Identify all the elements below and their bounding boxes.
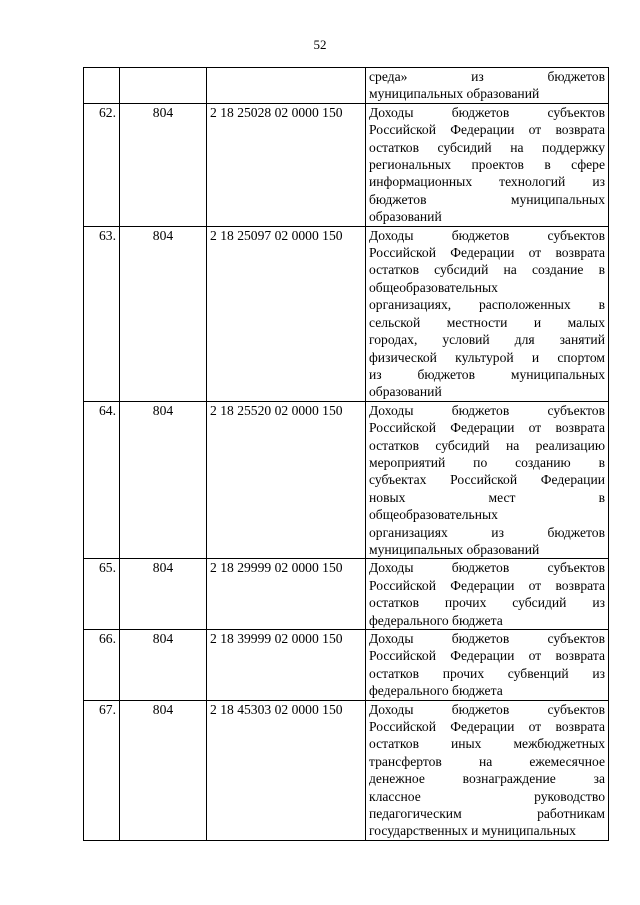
revenue-name-line: образований xyxy=(369,209,442,225)
revenue-name-line: Российской Федерации от возврата xyxy=(369,122,605,138)
revenue-name-line: Российской Федерации от возврата xyxy=(369,719,605,735)
revenue-name-line: региональных проектов в сфере xyxy=(369,157,605,173)
revenue-name-cell xyxy=(366,559,609,630)
kbk-code-cell: 2 18 25028 02 0000 150 xyxy=(207,103,366,226)
revenue-name-line: государственных и муниципальных xyxy=(369,823,576,839)
revenue-name-cell xyxy=(366,68,609,104)
revenue-name-line: Доходы бюджетов субъектов xyxy=(369,104,605,120)
row-number-cell: 62. xyxy=(84,103,120,226)
kbk-code-cell xyxy=(207,68,366,104)
row-number-cell: 66. xyxy=(84,630,120,701)
admin-code-cell xyxy=(120,68,207,104)
revenue-name-line: денежное вознаграждение за xyxy=(369,771,605,787)
revenue-name-line: организациях из бюджетов xyxy=(369,524,605,540)
revenue-name-line: трансфертов на ежемесячное xyxy=(369,753,605,769)
revenue-name-line: Российской Федерации от возврата xyxy=(369,245,605,261)
revenue-name-cell xyxy=(366,630,609,701)
table-row xyxy=(84,559,609,630)
revenue-name-cell xyxy=(366,700,609,840)
revenue-name-line: федерального бюджета xyxy=(369,683,503,699)
kbk-code-cell: 2 18 45303 02 0000 150 xyxy=(207,700,366,840)
revenue-name-cell xyxy=(366,401,609,559)
revenue-name-cell xyxy=(366,226,609,401)
admin-code-cell: 804 xyxy=(120,630,207,701)
admin-code-cell: 804 xyxy=(120,559,207,630)
revenue-name-line: остатков прочих субсидий из xyxy=(369,595,605,611)
revenue-name-line: из бюджетов муниципальных xyxy=(369,366,605,382)
table-row xyxy=(84,68,609,104)
row-number-cell: 65. xyxy=(84,559,120,630)
revenue-name-line: Доходы бюджетов субъектов xyxy=(369,402,605,418)
revenue-name-line: муниципальных образований xyxy=(369,86,540,102)
revenue-name-line: бюджетов муниципальных xyxy=(369,191,605,207)
revenue-name-line: остатков прочих субвенций из xyxy=(369,665,605,681)
revenue-name-line: новых мест в xyxy=(369,489,605,505)
table-row xyxy=(84,630,609,701)
revenue-name-line: организациях, расположенных в xyxy=(369,297,605,313)
revenue-name-line: информационных технологий из xyxy=(369,174,605,190)
revenue-name-cell xyxy=(366,103,609,226)
row-number-cell: 63. xyxy=(84,226,120,401)
revenue-name-line: Доходы бюджетов субъектов xyxy=(369,631,605,646)
revenue-name-line: сельской местности и малых xyxy=(369,314,605,330)
admin-code-cell: 804 xyxy=(120,103,207,226)
table-body xyxy=(84,68,609,841)
revenue-name-line: федерального бюджета xyxy=(369,612,503,628)
table-row xyxy=(84,401,609,559)
revenue-name-line: общеобразовательных xyxy=(369,279,498,295)
row-number-cell: 67. xyxy=(84,700,120,840)
kbk-code-cell: 2 18 25520 02 0000 150 xyxy=(207,401,366,559)
revenue-name-line: субъектах Российской Федерации xyxy=(369,472,605,488)
kbk-code-cell: 2 18 25097 02 0000 150 xyxy=(207,226,366,401)
table-row xyxy=(84,700,609,840)
row-number-cell xyxy=(84,68,120,104)
revenue-name-line: остатков субсидий на поддержку xyxy=(369,139,605,155)
revenue-name-line: образований xyxy=(369,384,442,400)
revenue-name-line: муниципальных образований xyxy=(369,541,540,557)
revenue-name-line: Российской Федерации от возврата xyxy=(369,577,605,593)
kbk-code-cell: 2 18 39999 02 0000 150 xyxy=(207,630,366,701)
revenue-name-line: остатков субсидий на создание в xyxy=(369,262,605,278)
revenue-name-line: педагогическим работникам xyxy=(369,806,605,822)
row-number-cell: 64. xyxy=(84,401,120,559)
revenue-name-line: городах, условий для занятий xyxy=(369,332,605,348)
revenue-name-line: мероприятий по созданию в xyxy=(369,454,605,470)
kbk-code-cell: 2 18 29999 02 0000 150 xyxy=(207,559,366,630)
revenue-name-line: общеобразовательных xyxy=(369,507,498,523)
revenue-name-line: классное руководство xyxy=(369,788,605,804)
revenue-name-line: Доходы бюджетов субъектов xyxy=(369,701,605,717)
revenue-codes-table xyxy=(83,67,609,841)
admin-code-cell: 804 xyxy=(120,226,207,401)
page-number: 52 xyxy=(313,37,327,52)
revenue-name-line: остатков иных межбюджетных xyxy=(369,736,605,752)
table-row xyxy=(84,226,609,401)
revenue-name-line: Российской Федерации от возврата xyxy=(369,648,605,664)
admin-code-cell: 804 xyxy=(120,401,207,559)
table-row xyxy=(84,103,609,226)
revenue-name-line: остатков субсидий на реализацию xyxy=(369,437,605,453)
revenue-name-line: среда» из бюджетов xyxy=(369,69,605,84)
revenue-name-line: Российской Федерации от возврата xyxy=(369,420,605,436)
revenue-name-line: Доходы бюджетов субъектов xyxy=(369,227,605,243)
admin-code-cell: 804 xyxy=(120,700,207,840)
revenue-name-line: Доходы бюджетов субъектов xyxy=(369,560,605,576)
revenue-name-line: физической культурой и спортом xyxy=(369,349,605,365)
